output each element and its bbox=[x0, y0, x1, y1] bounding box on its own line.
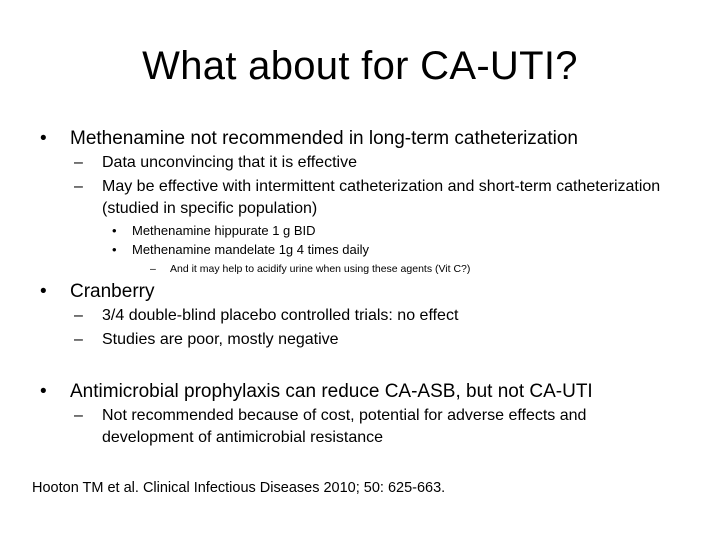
bullet-glyph: • bbox=[40, 281, 47, 302]
dash-glyph: – bbox=[150, 263, 156, 275]
sub-sub-bullet-item bbox=[112, 221, 612, 240]
dash-glyph: – bbox=[74, 178, 83, 195]
dash-glyph: – bbox=[74, 154, 83, 171]
bullet-item-methenamine bbox=[40, 127, 700, 151]
sub-bullet-item bbox=[74, 305, 674, 327]
sub-bullet-item bbox=[74, 176, 674, 220]
bullet-text: Cranberry bbox=[70, 281, 155, 302]
bullet-text: Methenamine not recommended in long-term catheterization bbox=[70, 128, 578, 149]
sub-bullet-item bbox=[74, 405, 674, 449]
slide-title: What about for CA-UTI? bbox=[142, 44, 578, 88]
dash-glyph: – bbox=[74, 331, 83, 348]
sub-sub-bullet-text: Methenamine mandelate 1g 4 times daily bbox=[132, 242, 370, 257]
note-item bbox=[150, 262, 650, 277]
bullet-glyph: • bbox=[112, 242, 117, 257]
sub-bullet-item bbox=[74, 329, 674, 351]
sub-bullet-text: Not recommended because of cost, potential for adverse effects and development of antimicrobial resistance bbox=[102, 407, 587, 446]
sub-bullet-text: Studies are poor, mostly negative bbox=[102, 331, 339, 348]
sub-bullet-item bbox=[74, 152, 674, 174]
bullet-text: Antimicrobial prophylaxis can reduce CA-ASB, but not CA-UTI bbox=[70, 381, 593, 402]
bullet-glyph: • bbox=[112, 223, 117, 238]
bullet-glyph: • bbox=[40, 381, 47, 402]
note-text: And it may help to acidify urine when using these agents (Vit C?) bbox=[170, 263, 471, 275]
sub-sub-bullet-item bbox=[112, 240, 612, 259]
bullet-item-cranberry bbox=[40, 280, 700, 304]
bullet-glyph: • bbox=[40, 128, 47, 149]
sub-bullet-text: 3/4 double-blind placebo controlled trials: no effect bbox=[102, 307, 459, 324]
reference-citation: Hooton TM et al. Clinical Infectious Diseases 2010; 50: 625-663. bbox=[32, 480, 446, 496]
dash-glyph: – bbox=[74, 407, 83, 424]
sub-bullet-text: May be effective with intermittent catheterization and short-term catheterization (studied in specific population) bbox=[102, 178, 661, 217]
dash-glyph: – bbox=[74, 307, 83, 324]
bullet-item-prophylaxis bbox=[40, 380, 710, 404]
sub-bullet-text: Data unconvincing that it is effective bbox=[102, 154, 357, 171]
sub-sub-bullet-text: Methenamine hippurate 1 g BID bbox=[132, 223, 316, 238]
